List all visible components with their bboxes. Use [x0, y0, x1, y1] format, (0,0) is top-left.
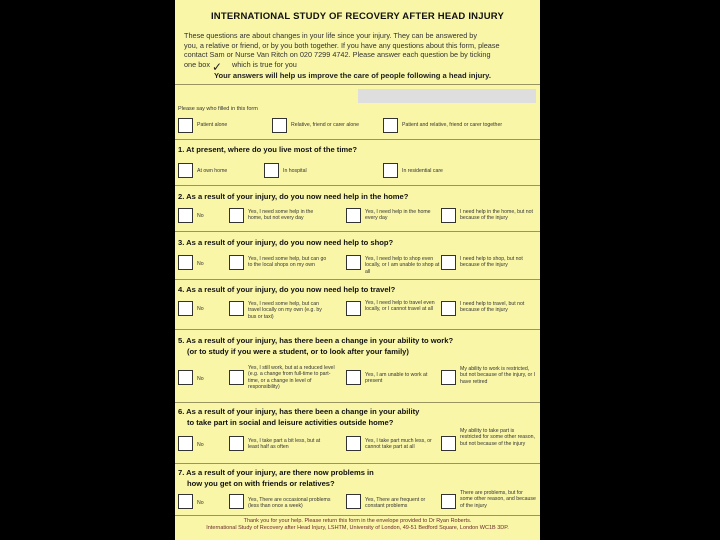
q6-option-4-checkbox[interactable] — [441, 436, 456, 451]
question-7: 7. As a result of your injury, are there now problems in — [178, 468, 374, 477]
q6-option-3-checkbox[interactable] — [346, 436, 361, 451]
divider — [175, 329, 540, 330]
q6-option-3: Yes, I take part much less, or cannot take part at all — [365, 438, 432, 451]
q4-option-1: No — [197, 306, 204, 312]
question-2: 2. As a result of your injury, do you now need help in the home? — [178, 192, 409, 201]
q7-option-4-checkbox[interactable] — [441, 494, 456, 509]
intro-line-4b: which is true for you — [231, 59, 297, 69]
q1-option-2-checkbox[interactable] — [264, 163, 279, 178]
who-option-3: Patient and relative, friend or carer together — [402, 122, 503, 128]
q5-option-4: My ability to work is restricted, but not because of the injury, or I have retired — [460, 366, 536, 385]
q3-option-1-checkbox[interactable] — [178, 255, 193, 270]
q1-option-2: In hospital — [283, 168, 307, 174]
q6-option-2: Yes, I take part a bit less, but at least half as often — [248, 438, 321, 451]
office-use-box — [358, 89, 536, 103]
question-6-line-2: to take part in social and leisure activities outside home? — [187, 418, 394, 427]
q5-option-3-checkbox[interactable] — [346, 370, 361, 385]
question-5: 5. As a result of your injury, has there been a change in your ability to work? — [178, 336, 454, 345]
question-5-line-2: (or to study if you were a student, or to look after your family) — [187, 347, 409, 356]
q7-option-3: Yes, There are frequent or constant problems — [365, 497, 426, 510]
q3-option-1: No — [197, 261, 204, 267]
q6-option-2-checkbox[interactable] — [229, 436, 244, 451]
tick-icon: ✓ — [212, 60, 223, 74]
q7-option-1: No — [197, 500, 204, 506]
who-option-2: Relative, friend or carer alone — [291, 122, 360, 128]
divider — [175, 231, 540, 232]
intro-bold: Your answers will help us improve the care of people following a head injury. — [214, 71, 491, 80]
q2-option-4-checkbox[interactable] — [441, 208, 456, 223]
who-together-checkbox[interactable] — [383, 118, 398, 133]
q4-option-3-checkbox[interactable] — [346, 301, 361, 316]
divider — [175, 139, 540, 140]
q5-option-2: Yes, I still work, but at a reduced level (e.g. a change from full-time to part-time, or a change in level of responsibility) — [248, 365, 335, 390]
q3-option-4-checkbox[interactable] — [441, 255, 456, 270]
q6-option-1: No — [197, 442, 204, 448]
questionnaire-page — [175, 0, 540, 540]
q4-option-2-checkbox[interactable] — [229, 301, 244, 316]
q6-option-4: My ability to take part is restricted for some other reason, but not because of the injury — [460, 428, 535, 447]
who-prompt: Please say who filled in this form — [178, 106, 258, 112]
q5-option-2-checkbox[interactable] — [229, 370, 244, 385]
q2-option-4: I need help in the home, but not because of the injury — [460, 209, 533, 222]
question-7-line-2: how you get on with friends or relatives? — [187, 479, 335, 488]
question-6: 6. As a result of your injury, has there been a change in your ability — [178, 407, 420, 416]
q2-option-2-checkbox[interactable] — [229, 208, 244, 223]
q2-option-2: Yes, I need some help in the home, but not every day — [248, 209, 314, 222]
q4-option-1-checkbox[interactable] — [178, 301, 193, 316]
intro-line-4a: one box — [184, 59, 210, 69]
q3-option-2-checkbox[interactable] — [229, 255, 244, 270]
q7-option-4: There are problems, but for some other reason, and because of the injury — [460, 490, 536, 509]
q2-option-3-checkbox[interactable] — [346, 208, 361, 223]
q4-option-2: Yes, I need some help, but can travel locally on my own (e.g. by bus or taxi) — [248, 301, 322, 320]
footer-line-2: International Study of Recovery after Head Injury, LSHTM, University of London, 49-51 Bedford Square, London WC1B 3DP. — [206, 525, 509, 531]
q6-option-1-checkbox[interactable] — [178, 436, 193, 451]
q4-option-4-checkbox[interactable] — [441, 301, 456, 316]
q3-option-3: Yes, I need help to shop even locally, or I am unable to shop at all — [365, 256, 440, 275]
q5-option-4-checkbox[interactable] — [441, 370, 456, 385]
q1-option-1: At own home — [197, 168, 228, 174]
intro-line-3: contact Sam or Nurse Van Ritch on 020 7299 4742. Please answer each question be by ticking — [184, 50, 491, 60]
q1-option-3: In residential care — [402, 168, 443, 174]
form-title: INTERNATIONAL STUDY OF RECOVERY AFTER HEAD INJURY — [210, 11, 505, 22]
who-patient-checkbox[interactable] — [178, 118, 193, 133]
q1-option-3-checkbox[interactable] — [383, 163, 398, 178]
q5-option-1-checkbox[interactable] — [178, 370, 193, 385]
q3-option-4: I need help to shop, but not because of the injury — [460, 256, 523, 269]
q2-option-1: No — [197, 213, 204, 219]
who-option-1: Patient alone — [197, 122, 228, 128]
q3-option-2: Yes, I need some help, but can go to the local shops on my own — [248, 256, 327, 269]
q4-option-3: Yes, I need help to travel even locally, or I cannot travel at all — [365, 300, 435, 313]
intro-text — [184, 31, 534, 69]
intro-line-2: you, a relative or friend, or by you both together. If you have any questions about this form, please — [184, 40, 500, 50]
divider — [175, 402, 540, 403]
question-3: 3. As a result of your injury, do you now need help to shop? — [178, 238, 394, 247]
q5-option-1: No — [197, 376, 204, 382]
intro-line-1: These questions are about changes in your life since your injury. They can be answered by — [184, 31, 477, 40]
q2-option-3: Yes, I need help in the home every day — [365, 209, 431, 222]
q7-option-2-checkbox[interactable] — [229, 494, 244, 509]
q1-option-1-checkbox[interactable] — [178, 163, 193, 178]
divider — [175, 185, 540, 186]
footer-line-1: Thank you for your help. Please return this form in the envelope provided to Dr Ryan Roberts. — [243, 518, 472, 524]
intro-line-4 — [184, 60, 534, 70]
divider — [175, 279, 540, 280]
q5-option-3: Yes, I am unable to work at present — [365, 372, 428, 385]
q7-option-1-checkbox[interactable] — [178, 494, 193, 509]
divider — [175, 463, 540, 464]
q3-option-3-checkbox[interactable] — [346, 255, 361, 270]
footer — [175, 518, 540, 532]
divider — [175, 515, 540, 516]
q4-option-4: I need help to travel, but not because of the injury — [460, 301, 525, 314]
q2-option-1-checkbox[interactable] — [178, 208, 193, 223]
q7-option-3-checkbox[interactable] — [346, 494, 361, 509]
divider — [175, 84, 540, 85]
question-4: 4. As a result of your injury, do you now need help to travel? — [178, 285, 396, 294]
question-1: 1. At present, where do you live most of the time? — [178, 145, 358, 154]
who-relative-checkbox[interactable] — [272, 118, 287, 133]
q7-option-2: Yes, There are occasional problems (less than once a week) — [248, 497, 331, 510]
